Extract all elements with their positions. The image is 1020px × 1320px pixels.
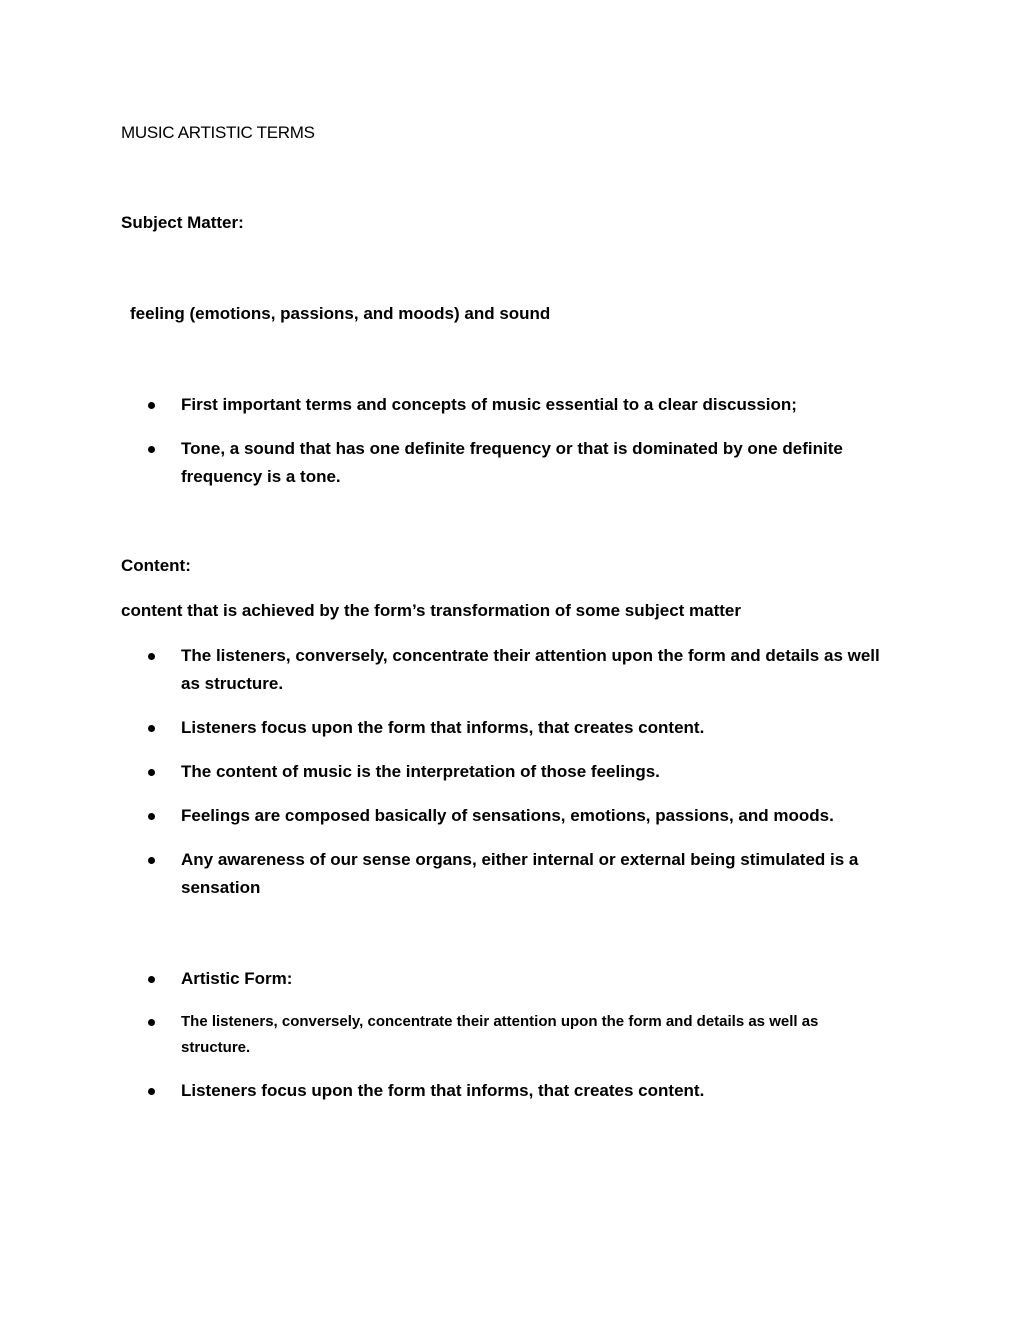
bullet-icon bbox=[148, 653, 155, 660]
list-item bbox=[0, 642, 1020, 698]
list-item-text: The content of music is the interpretation of those feelings. bbox=[181, 762, 660, 781]
bullet-icon bbox=[148, 446, 155, 453]
list-item bbox=[0, 1009, 1020, 1061]
content-bullet-list bbox=[0, 642, 1020, 918]
bullet-icon bbox=[148, 1088, 155, 1095]
list-item-text: The listeners, conversely, concentrate their attention upon the form and details as well as structure. bbox=[181, 1013, 819, 1056]
artistic-form-bullet-list bbox=[0, 965, 1020, 1121]
bullet-icon bbox=[148, 813, 155, 820]
bullet-icon bbox=[148, 976, 155, 983]
bullet-icon bbox=[148, 402, 155, 409]
list-item-text: Feelings are composed basically of sensations, emotions, passions, and moods. bbox=[181, 806, 834, 825]
list-item bbox=[0, 435, 1020, 491]
list-item-text: Any awareness of our sense organs, either internal or external being stimulated is a sensation bbox=[181, 850, 859, 897]
artistic-form-heading: Artistic Form: bbox=[181, 969, 293, 988]
bullet-icon bbox=[148, 725, 155, 732]
bullet-icon bbox=[148, 857, 155, 864]
list-item bbox=[0, 965, 1020, 993]
bullet-icon bbox=[148, 769, 155, 776]
list-item bbox=[0, 714, 1020, 742]
content-heading: Content: bbox=[121, 556, 191, 575]
subject-matter-heading: Subject Matter: bbox=[121, 213, 244, 232]
list-item-text: Tone, a sound that has one definite frequency or that is dominated by one definite frequency is a tone. bbox=[181, 439, 843, 486]
content-text: content that is achieved by the form’s transformation of some subject matter bbox=[121, 601, 741, 620]
list-item-text: Listeners focus upon the form that informs, that creates content. bbox=[181, 1081, 705, 1100]
subject-matter-bullet-list bbox=[0, 391, 1020, 507]
list-item-text: The listeners, conversely, concentrate their attention upon the form and details as well as structure. bbox=[181, 646, 880, 693]
list-item bbox=[0, 846, 1020, 902]
list-item bbox=[0, 391, 1020, 419]
list-item bbox=[0, 802, 1020, 830]
subject-matter-text: feeling (emotions, passions, and moods) and sound bbox=[130, 304, 551, 323]
list-item-text: First important terms and concepts of music essential to a clear discussion; bbox=[181, 395, 797, 414]
list-item bbox=[0, 758, 1020, 786]
list-item bbox=[0, 1077, 1020, 1105]
bullet-icon bbox=[148, 1019, 155, 1026]
document-title: MUSIC ARTISTIC TERMS bbox=[121, 123, 315, 142]
list-item-text: Listeners focus upon the form that informs, that creates content. bbox=[181, 718, 705, 737]
